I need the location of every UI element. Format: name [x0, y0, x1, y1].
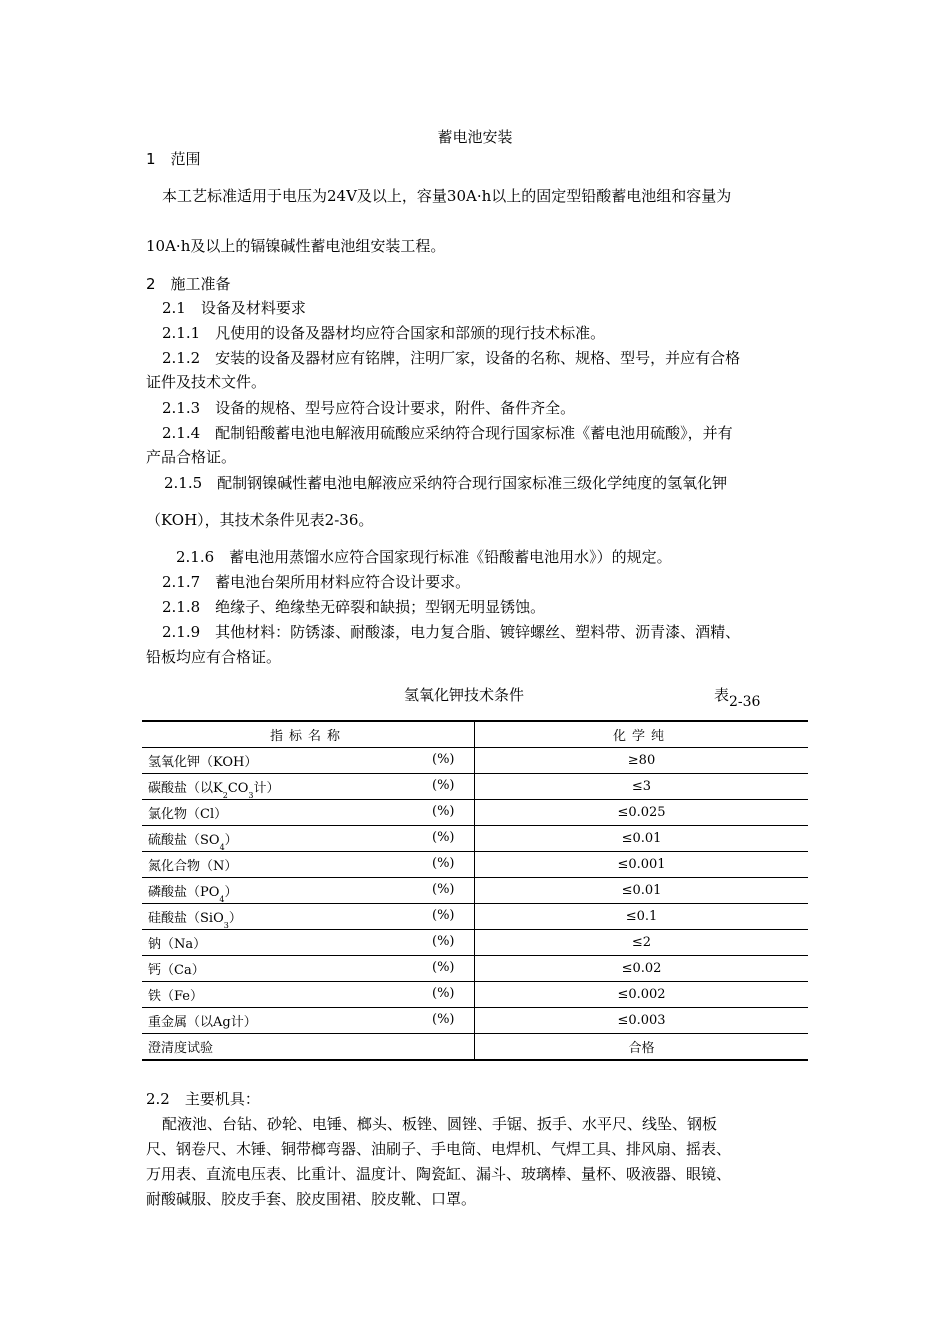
unit-label: (%)	[432, 856, 455, 871]
row-name: 碳酸盐（以$K_2CO_3$计） (%)	[142, 774, 475, 800]
paragraph: 配液池、台钻、砂轮、电锤、榔头、板锉、圆锉、手锯、扳手、水平尺、线坠、钢板	[162, 1115, 718, 1133]
unit-label: (%)	[432, 1012, 455, 1027]
table-row	[142, 878, 808, 904]
table-row	[142, 982, 808, 1008]
row-value: ≤0.1	[475, 904, 809, 930]
row-value: ≤0.01	[475, 878, 809, 904]
unit-label: (%)	[432, 986, 455, 1001]
list-item: 2.1.2 安装的设备及器材应有铭牌，注明厂家，设备的名称、规格、型号，并应有合格	[162, 349, 741, 367]
table-row	[142, 800, 808, 826]
row-name: 磷酸盐$(PO_4)$ (%)	[142, 878, 475, 904]
row-value: ≤0.02	[475, 956, 809, 982]
row-value: ≤2	[475, 930, 809, 956]
list-item: 2.1.3 设备的规格、型号应符合设计要求，附件、备件齐全。	[162, 399, 576, 417]
row-name: 重金属（以Ag计） (%)	[142, 1008, 475, 1034]
row-name: 澄清度试验	[142, 1034, 475, 1061]
table-row	[142, 1034, 808, 1061]
unit-label: (%)	[432, 752, 455, 767]
unit-label: (%)	[432, 804, 455, 819]
unit-label: (%)	[432, 934, 455, 949]
spec-table	[142, 720, 808, 1061]
row-name: 钙（Ca） (%)	[142, 956, 475, 982]
section-1-heading: 1 范围	[146, 150, 201, 168]
row-value: ≤0.002	[475, 982, 809, 1008]
row-value: ≤3	[475, 774, 809, 800]
paragraph: 本工艺标准适用于电压为24V及以上，容量30A·h以上的固定型铅酸蓄电池组和容量为	[162, 187, 732, 205]
row-name: 氯化物（Cl） (%)	[142, 800, 475, 826]
paragraph: 耐酸碱服、胶皮手套、胶皮围裙、胶皮靴、口罩。	[146, 1190, 477, 1208]
table-row	[142, 826, 808, 852]
column-header-value: 化学纯	[475, 721, 809, 748]
list-item: 铅板均应有合格证。	[146, 648, 282, 666]
column-header-name: 指标名称	[142, 721, 475, 748]
list-item: 2.1.7 蓄电池台架所用材料应符合设计要求。	[162, 573, 471, 591]
section-2-heading: 2 施工准备	[146, 275, 231, 293]
table-row	[142, 852, 808, 878]
unit-label: (%)	[432, 960, 455, 975]
row-value: ≤0.025	[475, 800, 809, 826]
paragraph: 万用表、直流电压表、比重计、温度计、陶瓷缸、漏斗、玻璃棒、量杯、吸液器、眼镜、	[146, 1165, 732, 1183]
table-caption: 氢氧化钾技术条件	[404, 686, 525, 704]
row-name: 氢氧化钾（KOH） (%)	[142, 748, 475, 774]
row-value: ≤0.001	[475, 852, 809, 878]
list-item: 2.1.1 凡使用的设备及器材均应符合国家和部颁的现行技术标准。	[162, 324, 606, 342]
list-item: 产品合格证。	[146, 448, 237, 466]
list-item: 2.1.4 配制铅酸蓄电池电解液用硫酸应采纳符合现行国家标准《蓄电池用硫酸》，并有	[162, 424, 733, 442]
list-item: 证件及技术文件。	[146, 373, 267, 391]
list-item: 2.1.6 蓄电池用蒸馏水应符合国家现行标准《铅酸蓄电池用水》）的规定。	[176, 548, 672, 566]
table-row	[142, 930, 808, 956]
table-row	[142, 956, 808, 982]
row-value: 合格	[475, 1034, 809, 1061]
unit-label: (%)	[432, 830, 455, 845]
row-value: ≥80	[475, 748, 809, 774]
table-row	[142, 748, 808, 774]
list-item: 2.1.8 绝缘子、绝缘垫无碎裂和缺损；型钢无明显锈蚀。	[162, 598, 546, 616]
table-row	[142, 904, 808, 930]
table-row	[142, 1008, 808, 1034]
paragraph: 尺、钢卷尺、木锤、铜带榔弯器、油刷子、手电筒、电焊机、气焊工具、排风扇、摇表、	[146, 1140, 732, 1158]
list-item: （KOH），其技术条件见表2-36。	[146, 511, 374, 529]
paragraph: 10A·h及以上的镉镍碱性蓄电池组安装工程。	[146, 237, 446, 255]
row-name: 氮化合物（N） (%)	[142, 852, 475, 878]
table-row	[142, 774, 808, 800]
row-name: 硫酸盐$(SO_4)$ (%)	[142, 826, 475, 852]
subsection-heading: 2.1 设备及材料要求	[162, 299, 306, 317]
subsection-heading: 2.2 主要机具：	[146, 1090, 260, 1108]
row-name: 铁（Fe） (%)	[142, 982, 475, 1008]
row-name: 钠（Na） (%)	[142, 930, 475, 956]
list-item: 2.1.5 配制钢镍碱性蓄电池电解液应采纳符合现行国家标准三级化学纯度的氢氧化钾	[164, 474, 728, 492]
unit-label: (%)	[432, 882, 455, 897]
table-header-row	[142, 721, 808, 748]
page-title: 蓄电池安装	[437, 128, 513, 146]
unit-label: (%)	[432, 908, 455, 923]
row-name: 硅酸盐（SiO$_3$） (%)	[142, 904, 475, 930]
unit-label: (%)	[432, 778, 455, 793]
table-number: 表2-36	[714, 686, 761, 710]
row-value: ≤0.01	[475, 826, 809, 852]
row-value: ≤0.003	[475, 1008, 809, 1034]
list-item: 2.1.9 其他材料：防锈漆、耐酸漆，电力复合脂、镀锌螺丝、塑料带、沥青漆、酒精、	[162, 623, 741, 641]
